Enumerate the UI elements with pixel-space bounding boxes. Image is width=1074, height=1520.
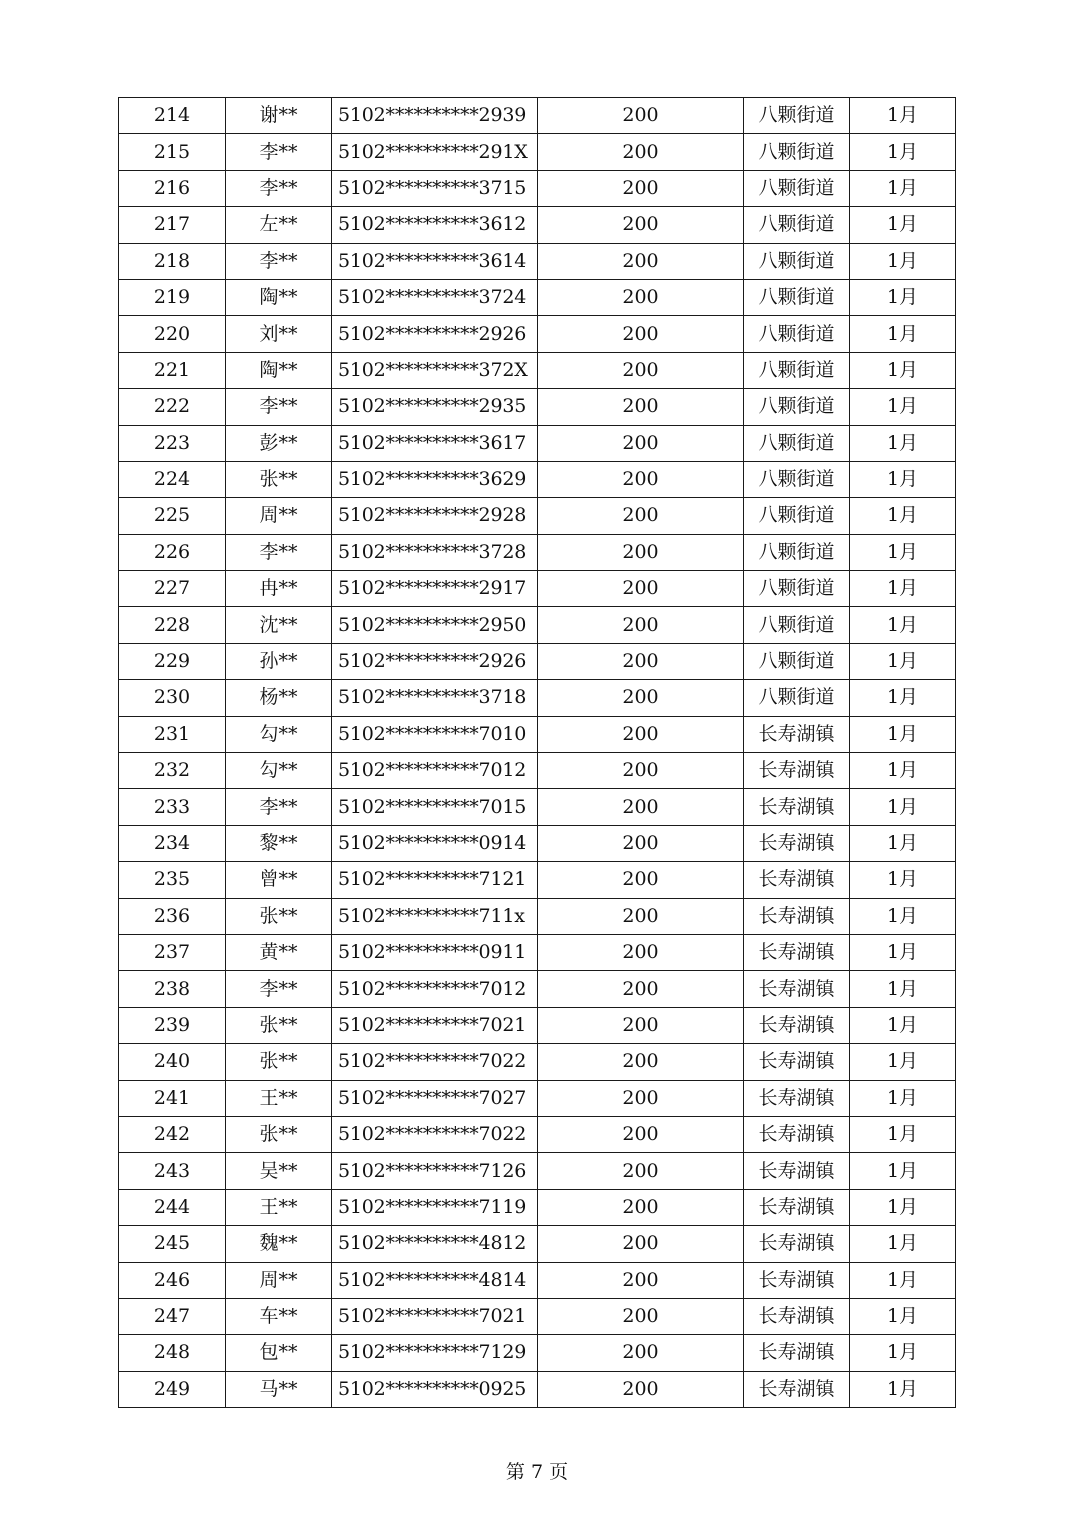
name-cell: 沈** xyxy=(226,607,332,643)
area-cell: 八颗街道 xyxy=(744,461,850,497)
area-cell: 长寿湖镇 xyxy=(744,862,850,898)
name-cell: 王** xyxy=(226,1080,332,1116)
name-cell: 左** xyxy=(226,207,332,243)
id-number-cell: 5102**********711x xyxy=(332,898,538,934)
amount-cell: 200 xyxy=(538,607,744,643)
month-cell: 1月 xyxy=(850,207,956,243)
row-number-cell: 245 xyxy=(119,1226,226,1262)
amount-cell: 200 xyxy=(538,1371,744,1407)
amount-cell: 200 xyxy=(538,1044,744,1080)
id-number-cell: 5102**********291X xyxy=(332,134,538,170)
id-number-cell: 5102**********2926 xyxy=(332,316,538,352)
name-cell: 勾** xyxy=(226,753,332,789)
amount-cell: 200 xyxy=(538,971,744,1007)
id-number-cell: 5102**********3617 xyxy=(332,425,538,461)
row-number-cell: 235 xyxy=(119,862,226,898)
name-cell: 张** xyxy=(226,1116,332,1152)
row-number-cell: 223 xyxy=(119,425,226,461)
table-row xyxy=(119,170,956,206)
name-cell: 张** xyxy=(226,1044,332,1080)
row-number-cell: 227 xyxy=(119,571,226,607)
month-cell: 1月 xyxy=(850,170,956,206)
area-cell: 长寿湖镇 xyxy=(744,1080,850,1116)
table-row xyxy=(119,425,956,461)
name-cell: 李** xyxy=(226,971,332,1007)
name-cell: 包** xyxy=(226,1335,332,1371)
area-cell: 长寿湖镇 xyxy=(744,1007,850,1043)
table-row xyxy=(119,1153,956,1189)
table-row xyxy=(119,716,956,752)
id-number-cell: 5102**********7015 xyxy=(332,789,538,825)
row-number-cell: 238 xyxy=(119,971,226,1007)
area-cell: 长寿湖镇 xyxy=(744,1298,850,1334)
amount-cell: 200 xyxy=(538,98,744,134)
row-number-cell: 220 xyxy=(119,316,226,352)
month-cell: 1月 xyxy=(850,498,956,534)
area-cell: 八颗街道 xyxy=(744,680,850,716)
table-row xyxy=(119,243,956,279)
area-cell: 八颗街道 xyxy=(744,98,850,134)
row-number-cell: 233 xyxy=(119,789,226,825)
area-cell: 八颗街道 xyxy=(744,534,850,570)
amount-cell: 200 xyxy=(538,1226,744,1262)
area-cell: 八颗街道 xyxy=(744,170,850,206)
area-cell: 八颗街道 xyxy=(744,134,850,170)
name-cell: 陶** xyxy=(226,352,332,388)
month-cell: 1月 xyxy=(850,934,956,970)
amount-cell: 200 xyxy=(538,134,744,170)
id-number-cell: 5102**********372X xyxy=(332,352,538,388)
area-cell: 八颗街道 xyxy=(744,207,850,243)
row-number-cell: 243 xyxy=(119,1153,226,1189)
area-cell: 长寿湖镇 xyxy=(744,1371,850,1407)
id-number-cell: 5102**********7012 xyxy=(332,753,538,789)
table-row xyxy=(119,898,956,934)
month-cell: 1月 xyxy=(850,898,956,934)
table-row xyxy=(119,825,956,861)
month-cell: 1月 xyxy=(850,825,956,861)
name-cell: 周** xyxy=(226,498,332,534)
id-number-cell: 5102**********7129 xyxy=(332,1335,538,1371)
area-cell: 长寿湖镇 xyxy=(744,789,850,825)
id-number-cell: 5102**********2917 xyxy=(332,571,538,607)
name-cell: 杨** xyxy=(226,680,332,716)
area-cell: 长寿湖镇 xyxy=(744,716,850,752)
area-cell: 长寿湖镇 xyxy=(744,971,850,1007)
table-row xyxy=(119,1262,956,1298)
row-number-cell: 236 xyxy=(119,898,226,934)
table-row xyxy=(119,1007,956,1043)
row-number-cell: 216 xyxy=(119,170,226,206)
name-cell: 黎** xyxy=(226,825,332,861)
id-number-cell: 5102**********2935 xyxy=(332,389,538,425)
id-number-cell: 5102**********7010 xyxy=(332,716,538,752)
month-cell: 1月 xyxy=(850,1044,956,1080)
amount-cell: 200 xyxy=(538,680,744,716)
month-cell: 1月 xyxy=(850,534,956,570)
month-cell: 1月 xyxy=(850,1298,956,1334)
table-row xyxy=(119,498,956,534)
id-number-cell: 5102**********3614 xyxy=(332,243,538,279)
id-number-cell: 5102**********3715 xyxy=(332,170,538,206)
id-number-cell: 5102**********3718 xyxy=(332,680,538,716)
table-row xyxy=(119,316,956,352)
row-number-cell: 240 xyxy=(119,1044,226,1080)
amount-cell: 200 xyxy=(538,934,744,970)
table-row xyxy=(119,279,956,315)
name-cell: 张** xyxy=(226,461,332,497)
month-cell: 1月 xyxy=(850,352,956,388)
row-number-cell: 247 xyxy=(119,1298,226,1334)
area-cell: 八颗街道 xyxy=(744,243,850,279)
row-number-cell: 215 xyxy=(119,134,226,170)
amount-cell: 200 xyxy=(538,825,744,861)
name-cell: 李** xyxy=(226,243,332,279)
id-number-cell: 5102**********2950 xyxy=(332,607,538,643)
month-cell: 1月 xyxy=(850,461,956,497)
row-number-cell: 242 xyxy=(119,1116,226,1152)
month-cell: 1月 xyxy=(850,789,956,825)
month-cell: 1月 xyxy=(850,1189,956,1225)
month-cell: 1月 xyxy=(850,1080,956,1116)
name-cell: 张** xyxy=(226,1007,332,1043)
amount-cell: 200 xyxy=(538,534,744,570)
area-cell: 长寿湖镇 xyxy=(744,1335,850,1371)
table-row xyxy=(119,389,956,425)
id-number-cell: 5102**********3612 xyxy=(332,207,538,243)
row-number-cell: 237 xyxy=(119,934,226,970)
amount-cell: 200 xyxy=(538,643,744,679)
area-cell: 八颗街道 xyxy=(744,571,850,607)
table-row xyxy=(119,1298,956,1334)
amount-cell: 200 xyxy=(538,207,744,243)
month-cell: 1月 xyxy=(850,971,956,1007)
name-cell: 李** xyxy=(226,170,332,206)
id-number-cell: 5102**********7022 xyxy=(332,1044,538,1080)
amount-cell: 200 xyxy=(538,170,744,206)
area-cell: 八颗街道 xyxy=(744,498,850,534)
area-cell: 八颗街道 xyxy=(744,279,850,315)
area-cell: 长寿湖镇 xyxy=(744,1189,850,1225)
amount-cell: 200 xyxy=(538,1298,744,1334)
table-row xyxy=(119,607,956,643)
amount-cell: 200 xyxy=(538,1189,744,1225)
area-cell: 长寿湖镇 xyxy=(744,1226,850,1262)
month-cell: 1月 xyxy=(850,98,956,134)
amount-cell: 200 xyxy=(538,352,744,388)
id-number-cell: 5102**********4814 xyxy=(332,1262,538,1298)
name-cell: 彭** xyxy=(226,425,332,461)
month-cell: 1月 xyxy=(850,607,956,643)
row-number-cell: 219 xyxy=(119,279,226,315)
id-number-cell: 5102**********7021 xyxy=(332,1007,538,1043)
table-row xyxy=(119,1044,956,1080)
area-cell: 八颗街道 xyxy=(744,352,850,388)
table-row xyxy=(119,534,956,570)
row-number-cell: 217 xyxy=(119,207,226,243)
area-cell: 长寿湖镇 xyxy=(744,1044,850,1080)
id-number-cell: 5102**********7022 xyxy=(332,1116,538,1152)
table-row xyxy=(119,862,956,898)
table-row xyxy=(119,1116,956,1152)
area-cell: 长寿湖镇 xyxy=(744,753,850,789)
table-row xyxy=(119,98,956,134)
id-number-cell: 5102**********4812 xyxy=(332,1226,538,1262)
name-cell: 冉** xyxy=(226,571,332,607)
amount-cell: 200 xyxy=(538,1153,744,1189)
name-cell: 黄** xyxy=(226,934,332,970)
month-cell: 1月 xyxy=(850,1116,956,1152)
month-cell: 1月 xyxy=(850,1371,956,1407)
month-cell: 1月 xyxy=(850,279,956,315)
row-number-cell: 224 xyxy=(119,461,226,497)
amount-cell: 200 xyxy=(538,498,744,534)
row-number-cell: 231 xyxy=(119,716,226,752)
name-cell: 周** xyxy=(226,1262,332,1298)
area-cell: 长寿湖镇 xyxy=(744,1116,850,1152)
month-cell: 1月 xyxy=(850,1226,956,1262)
area-cell: 长寿湖镇 xyxy=(744,1262,850,1298)
row-number-cell: 239 xyxy=(119,1007,226,1043)
month-cell: 1月 xyxy=(850,316,956,352)
amount-cell: 200 xyxy=(538,1007,744,1043)
amount-cell: 200 xyxy=(538,862,744,898)
table-row xyxy=(119,352,956,388)
table-row xyxy=(119,789,956,825)
table-row xyxy=(119,1371,956,1407)
row-number-cell: 244 xyxy=(119,1189,226,1225)
area-cell: 长寿湖镇 xyxy=(744,825,850,861)
amount-cell: 200 xyxy=(538,279,744,315)
amount-cell: 200 xyxy=(538,1335,744,1371)
id-number-cell: 5102**********7119 xyxy=(332,1189,538,1225)
table-row xyxy=(119,461,956,497)
name-cell: 马** xyxy=(226,1371,332,1407)
month-cell: 1月 xyxy=(850,389,956,425)
row-number-cell: 241 xyxy=(119,1080,226,1116)
roster-table xyxy=(118,97,956,1408)
id-number-cell: 5102**********2926 xyxy=(332,643,538,679)
month-cell: 1月 xyxy=(850,716,956,752)
row-number-cell: 229 xyxy=(119,643,226,679)
row-number-cell: 226 xyxy=(119,534,226,570)
table-row xyxy=(119,134,956,170)
table-row xyxy=(119,753,956,789)
row-number-cell: 234 xyxy=(119,825,226,861)
id-number-cell: 5102**********7027 xyxy=(332,1080,538,1116)
amount-cell: 200 xyxy=(538,425,744,461)
id-number-cell: 5102**********7021 xyxy=(332,1298,538,1334)
area-cell: 八颗街道 xyxy=(744,643,850,679)
row-number-cell: 218 xyxy=(119,243,226,279)
table-row xyxy=(119,971,956,1007)
name-cell: 李** xyxy=(226,534,332,570)
row-number-cell: 225 xyxy=(119,498,226,534)
amount-cell: 200 xyxy=(538,1080,744,1116)
table-row xyxy=(119,571,956,607)
month-cell: 1月 xyxy=(850,425,956,461)
table-row xyxy=(119,934,956,970)
id-number-cell: 5102**********2939 xyxy=(332,98,538,134)
area-cell: 八颗街道 xyxy=(744,425,850,461)
area-cell: 八颗街道 xyxy=(744,316,850,352)
id-number-cell: 5102**********7126 xyxy=(332,1153,538,1189)
id-number-cell: 5102**********7121 xyxy=(332,862,538,898)
id-number-cell: 5102**********2928 xyxy=(332,498,538,534)
amount-cell: 200 xyxy=(538,316,744,352)
id-number-cell: 5102**********7012 xyxy=(332,971,538,1007)
area-cell: 长寿湖镇 xyxy=(744,1153,850,1189)
name-cell: 李** xyxy=(226,134,332,170)
month-cell: 1月 xyxy=(850,1335,956,1371)
amount-cell: 200 xyxy=(538,1116,744,1152)
id-number-cell: 5102**********0925 xyxy=(332,1371,538,1407)
amount-cell: 200 xyxy=(538,461,744,497)
roster-table-body xyxy=(119,98,956,1408)
amount-cell: 200 xyxy=(538,898,744,934)
row-number-cell: 228 xyxy=(119,607,226,643)
name-cell: 陶** xyxy=(226,279,332,315)
month-cell: 1月 xyxy=(850,243,956,279)
name-cell: 谢** xyxy=(226,98,332,134)
month-cell: 1月 xyxy=(850,643,956,679)
id-number-cell: 5102**********3728 xyxy=(332,534,538,570)
area-cell: 八颗街道 xyxy=(744,607,850,643)
amount-cell: 200 xyxy=(538,789,744,825)
name-cell: 魏** xyxy=(226,1226,332,1262)
amount-cell: 200 xyxy=(538,571,744,607)
amount-cell: 200 xyxy=(538,716,744,752)
row-number-cell: 232 xyxy=(119,753,226,789)
month-cell: 1月 xyxy=(850,1007,956,1043)
row-number-cell: 248 xyxy=(119,1335,226,1371)
row-number-cell: 230 xyxy=(119,680,226,716)
row-number-cell: 221 xyxy=(119,352,226,388)
amount-cell: 200 xyxy=(538,243,744,279)
area-cell: 八颗街道 xyxy=(744,389,850,425)
table-row xyxy=(119,643,956,679)
id-number-cell: 5102**********3724 xyxy=(332,279,538,315)
name-cell: 李** xyxy=(226,389,332,425)
area-cell: 长寿湖镇 xyxy=(744,898,850,934)
name-cell: 刘** xyxy=(226,316,332,352)
month-cell: 1月 xyxy=(850,571,956,607)
amount-cell: 200 xyxy=(538,753,744,789)
table-row xyxy=(119,1335,956,1371)
row-number-cell: 214 xyxy=(119,98,226,134)
month-cell: 1月 xyxy=(850,1262,956,1298)
month-cell: 1月 xyxy=(850,134,956,170)
row-number-cell: 222 xyxy=(119,389,226,425)
name-cell: 勾** xyxy=(226,716,332,752)
table-row xyxy=(119,1226,956,1262)
table-row xyxy=(119,680,956,716)
row-number-cell: 249 xyxy=(119,1371,226,1407)
name-cell: 曾** xyxy=(226,862,332,898)
id-number-cell: 5102**********3629 xyxy=(332,461,538,497)
name-cell: 孙** xyxy=(226,643,332,679)
name-cell: 王** xyxy=(226,1189,332,1225)
name-cell: 张** xyxy=(226,898,332,934)
row-number-cell: 246 xyxy=(119,1262,226,1298)
month-cell: 1月 xyxy=(850,680,956,716)
id-number-cell: 5102**********0914 xyxy=(332,825,538,861)
month-cell: 1月 xyxy=(850,753,956,789)
month-cell: 1月 xyxy=(850,1153,956,1189)
table-row xyxy=(119,1189,956,1225)
amount-cell: 200 xyxy=(538,1262,744,1298)
name-cell: 车** xyxy=(226,1298,332,1334)
page-number-footer: 第 7 页 xyxy=(505,1461,569,1483)
name-cell: 李** xyxy=(226,789,332,825)
table-row xyxy=(119,1080,956,1116)
table-row xyxy=(119,207,956,243)
name-cell: 吴** xyxy=(226,1153,332,1189)
id-number-cell: 5102**********0911 xyxy=(332,934,538,970)
month-cell: 1月 xyxy=(850,862,956,898)
area-cell: 长寿湖镇 xyxy=(744,934,850,970)
amount-cell: 200 xyxy=(538,389,744,425)
